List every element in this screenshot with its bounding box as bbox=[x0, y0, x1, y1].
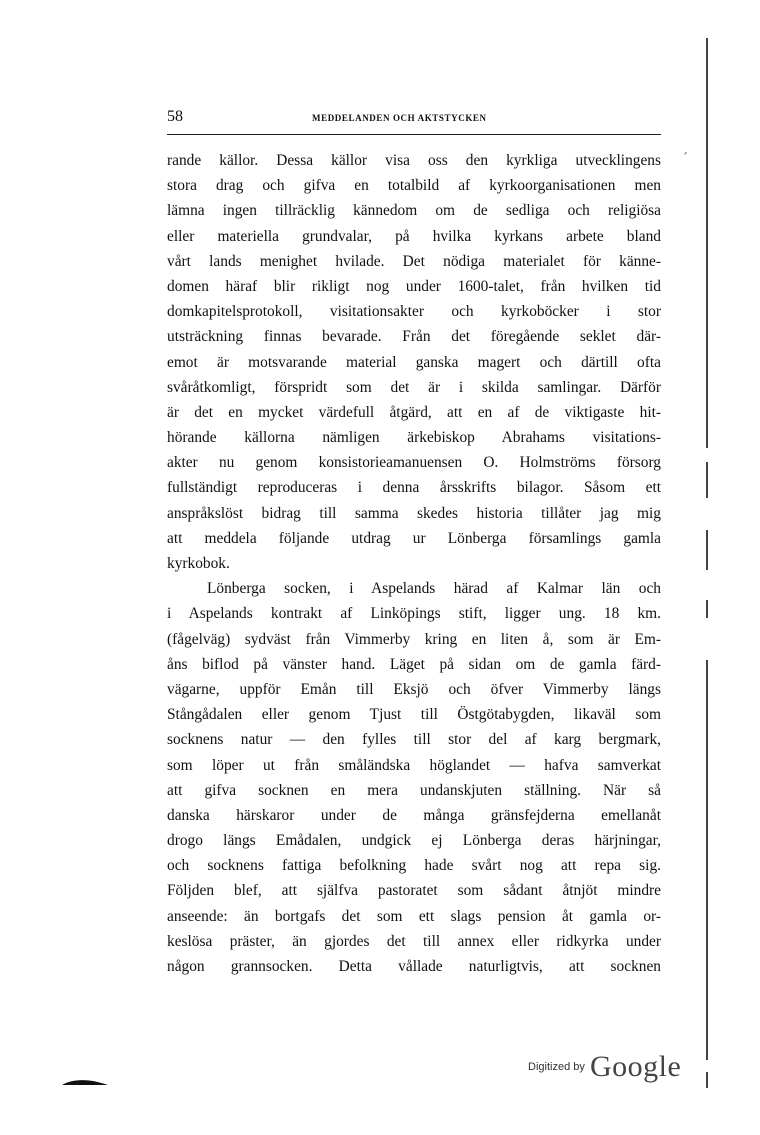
text-line: vårt lands menighet hvilade. Det nödiga materialet för känne- bbox=[167, 252, 661, 270]
page-header bbox=[167, 108, 661, 135]
text-line: i Aspelands kontrakt af Linköpings stift, ligger ung. 18 km. bbox=[167, 605, 661, 623]
text-line: är det en mycket värdefull åtgärd, att en af de viktigaste hit- bbox=[167, 403, 661, 421]
text-line: drogo längs Emådalen, undgick ej Lönberga deras härjningar, bbox=[167, 832, 661, 850]
text-line: danska härskaror under de många gränsfejderna emellanåt bbox=[167, 806, 661, 824]
text-line: lämna ingen tillräcklig kännedom om de sedliga och religiösa bbox=[167, 202, 661, 220]
text-line: utsträckning finnas bevarade. Från det föregående seklet där- bbox=[167, 328, 661, 346]
page-number: 58 bbox=[167, 108, 183, 125]
scan-edge-line bbox=[706, 600, 708, 618]
scan-edge-line bbox=[706, 38, 708, 448]
digitized-by-google-watermark bbox=[528, 1050, 681, 1084]
text-line: akter nu genom konsistorieamanuensen O. Holmströms försorg bbox=[167, 454, 661, 472]
text-line: domen häraf blir rikligt nog under 1600-talet, från hvilken tid bbox=[167, 277, 661, 295]
digitized-by-label: Digitized by bbox=[528, 1061, 585, 1073]
text-line: anspråkslöst bidrag till samma skedes historia tillåter jag mig bbox=[167, 504, 661, 522]
text-line: eller materiella grundvalar, på hvilka kyrkans arbete bland bbox=[167, 227, 661, 245]
text-line: Lönberga socken, i Aspelands härad af Kalmar län och bbox=[207, 580, 661, 598]
text-line: keslösa präster, än gjordes det till annex eller ridkyrka under bbox=[167, 932, 661, 950]
text-line: anseende: än bortgafs det som ett slags pension åt gamla or- bbox=[167, 907, 661, 925]
text-line: att gifva socknen en mera undanskjuten ställning. När så bbox=[167, 781, 661, 799]
text-line: åns biflod på vänster hand. Läget på sidan om de gamla färd- bbox=[167, 655, 661, 673]
text-line: Följden blef, att själfva pastoratet som sådant åtnjöt mindre bbox=[167, 882, 661, 900]
running-title: MEDDELANDEN OCH AKTSTYCKEN bbox=[312, 113, 487, 123]
margin-mark-icon: ˊ bbox=[682, 151, 688, 165]
text-line: hörande källorna nämligen ärkebiskop Abrahams visitations- bbox=[167, 429, 661, 447]
text-line: någon grannsocken. Detta vållade naturligtvis, att socknen bbox=[167, 958, 661, 975]
text-line: kyrkobok. bbox=[167, 555, 230, 572]
text-line: som löper ut från småländska höglandet — hafva samverkat bbox=[167, 756, 661, 774]
text-line: fullständigt reproduceras i denna årsskrifts bilagor. Såsom ett bbox=[167, 479, 661, 497]
text-line: Stångådalen eller genom Tjust till Östgötabygden, likaväl som bbox=[167, 706, 661, 724]
google-logo: Google bbox=[589, 1050, 682, 1083]
scan-edge-line bbox=[706, 530, 708, 570]
text-line: (fågelväg) sydväst från Vimmerby kring en liten å, som är Em- bbox=[167, 630, 661, 648]
text-line: stora drag och gifva en totalbild af kyrkoorganisationen men bbox=[167, 177, 661, 195]
text-line: svåråtkomligt, förspridt som det är i skilda samlingar. Därför bbox=[167, 378, 661, 396]
text-line: emot är motsvarande material ganska magert och därtill ofta bbox=[167, 353, 661, 371]
body-text bbox=[167, 148, 661, 979]
text-line: och socknens fattiga befolkning hade svårt nog att repa sig. bbox=[167, 857, 661, 875]
text-line: domkapitelsprotokoll, visitationsakter och kyrkoböcker i stor bbox=[167, 303, 661, 321]
text-line: att meddela följande utdrag ur Lönberga församlings gamla bbox=[167, 529, 661, 547]
scan-smudge-icon bbox=[60, 1078, 110, 1086]
scan-edge-line bbox=[706, 660, 708, 1060]
text-line: vägarne, uppför Emån till Eksjö och öfver Vimmerby längs bbox=[167, 680, 661, 698]
scan-edge-line bbox=[706, 1072, 708, 1088]
text-line: rande källor. Dessa källor visa oss den kyrkliga utvecklingens bbox=[167, 152, 661, 169]
scan-edge-line bbox=[706, 462, 708, 498]
text-line: socknens natur — den fylles till stor del af karg bergmark, bbox=[167, 731, 661, 749]
